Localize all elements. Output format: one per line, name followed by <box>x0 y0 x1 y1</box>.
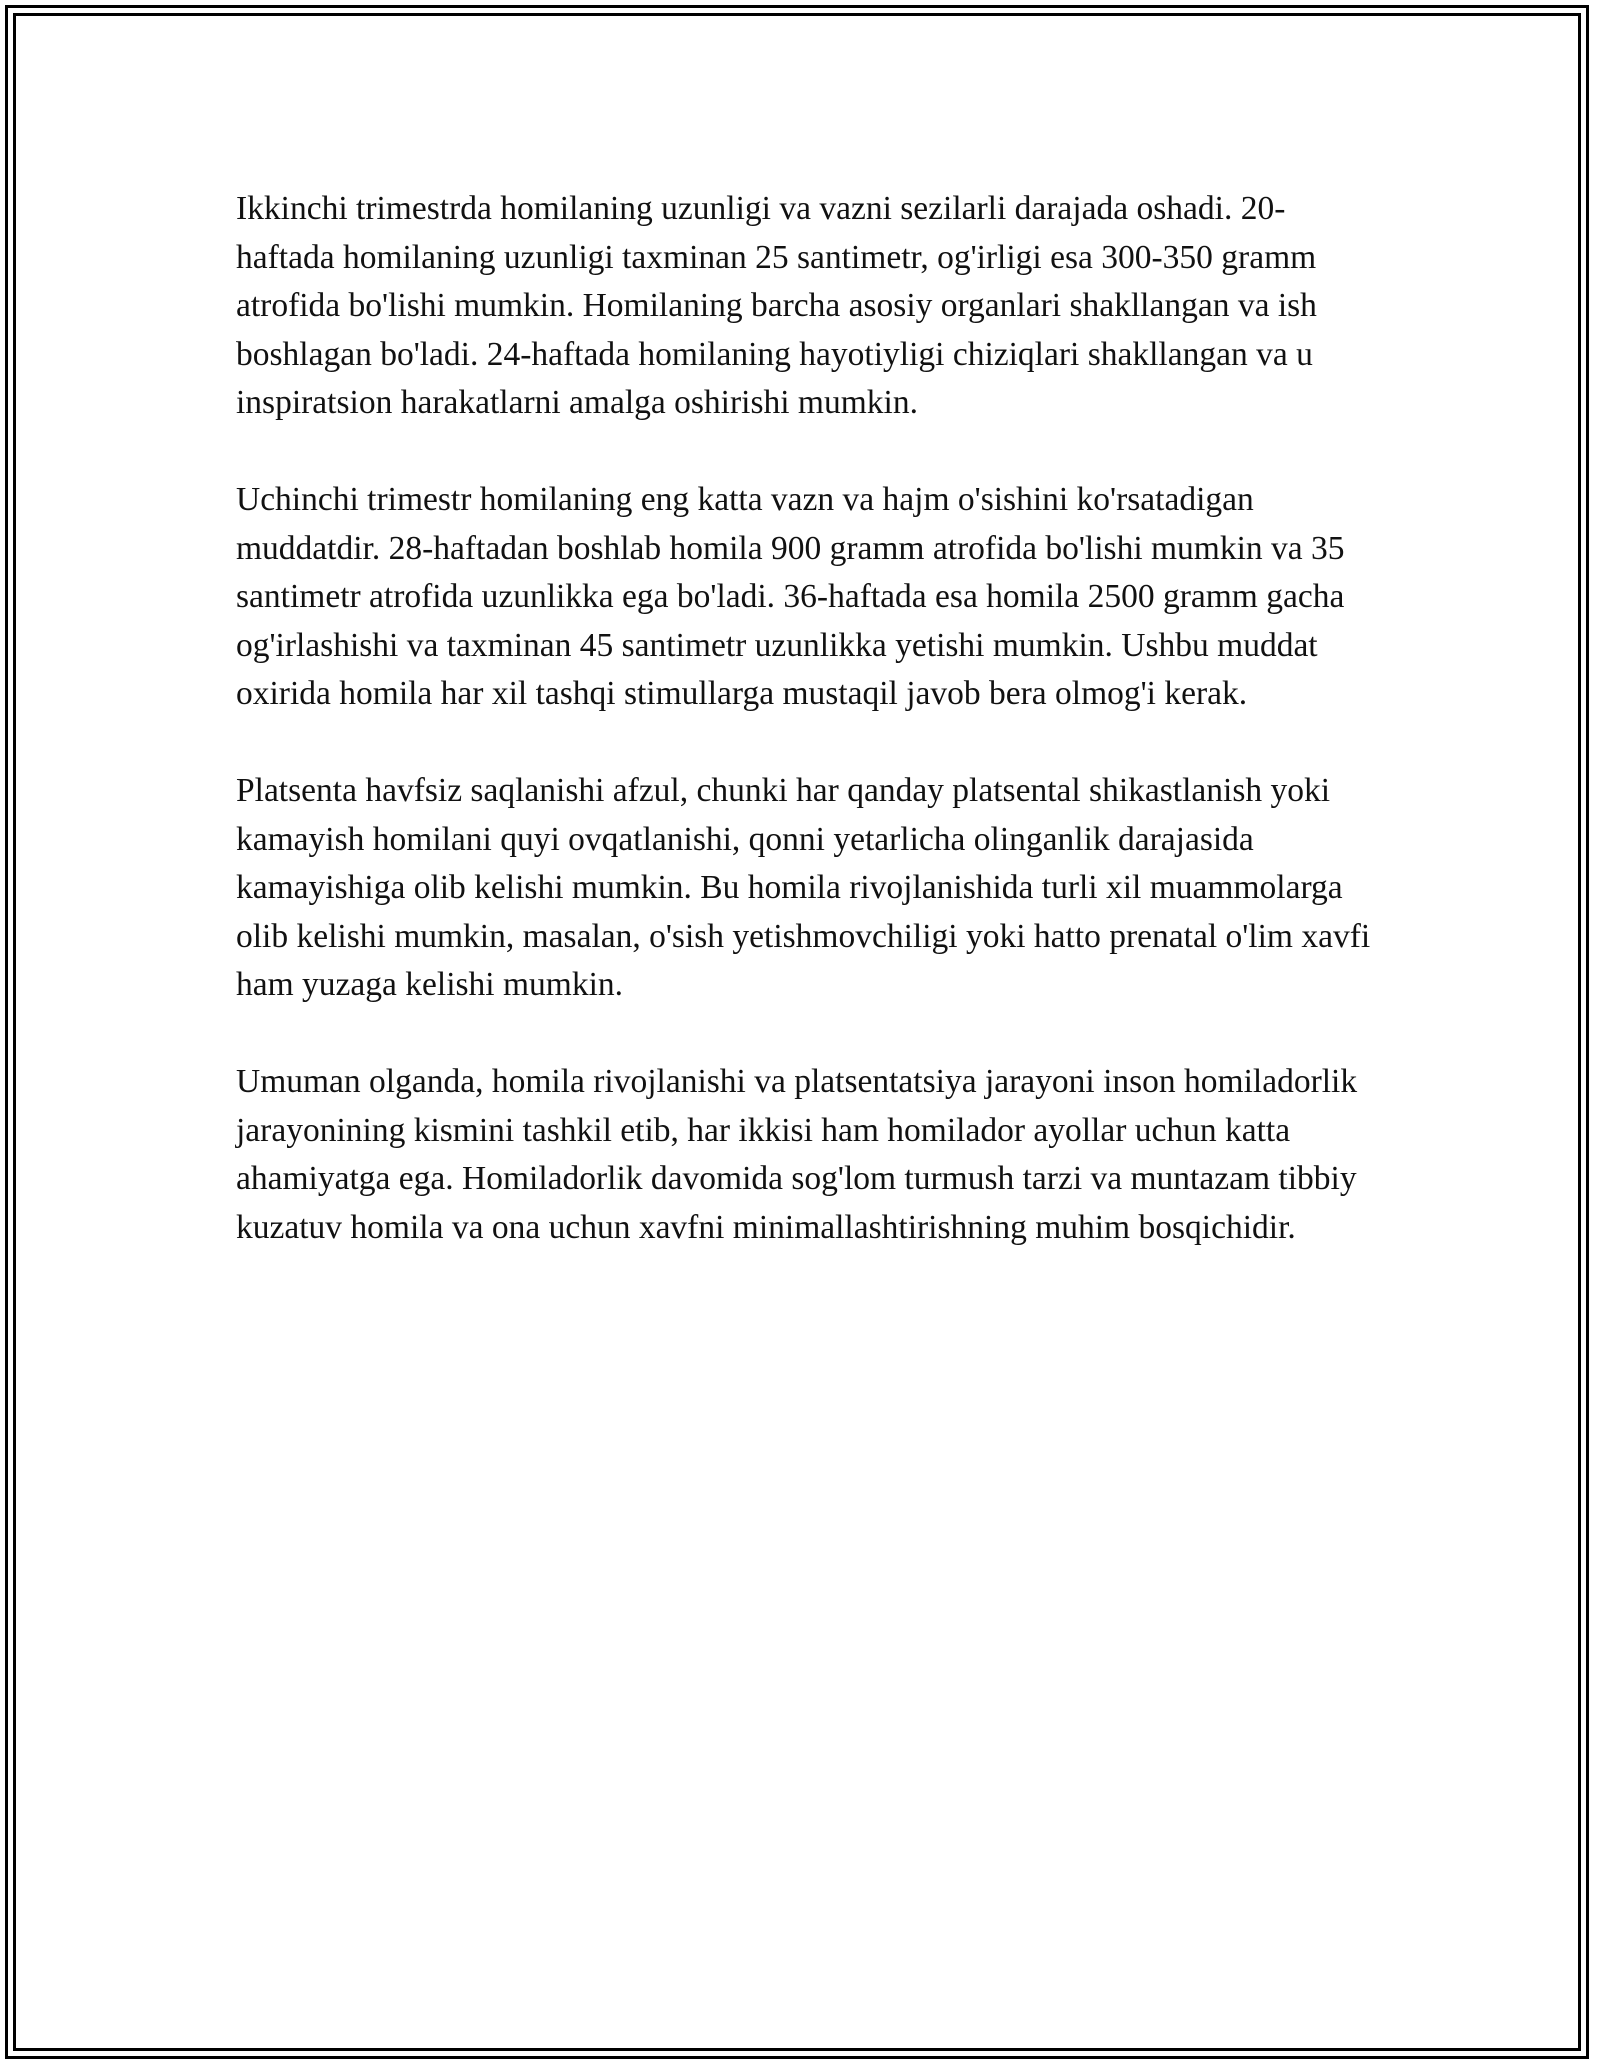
paragraph-conclusion: Umuman olganda, homila rivojlanishi va platsentatsiya jarayoni inson homiladorlik jarayonining kismini tashkil etib, har ikkisi ham homilador ayollar uchun katta ahamiyatga ega. Homiladorlik davomida sog'lom turmush tarzi va muntazam tibbiy kuzatuv homila va ona uchun xavfni minimallashtirishning muhim bosqichidir. <box>236 1063 1358 1246</box>
paragraph-third-trimester: Uchinchi trimestr homilaning eng katta vazn va hajm o'sishini ko'rsatadigan muddatdir. 28-haftadan boshlab homila 900 gramm atrofida bo'lishi mumkin va 35 santimetr atrofida uzunlikka ega bo'ladi. 36-haftada esa homila 2500 gramm gacha og'irlashishi va taxminan 45 santimetr uzunlikka yetishi mumkin. Ushbu muddat oxirida homila har xil tashqi stimullarga mustaqil javob bera olmog'i kerak. <box>236 481 1345 712</box>
document-body <box>236 185 1376 1301</box>
paragraph-second-trimester: Ikkinchi trimestrda homilaning uzunligi va vazni sezilarli darajada oshadi. 20-haftada homilaning uzunligi taxminan 25 santimetr, og'irligi esa 300-350 gramm atrofida bo'lishi mumkin. Homilaning barcha asosiy organlari shakllangan va ish boshlagan bo'ladi. 24-haftada homilaning hayotiyligi chiziqlari shakllangan va u inspiratsion harakatlarni amalga oshirishi mumkin. <box>236 190 1317 421</box>
paragraph-placenta: Platsenta havfsiz saqlanishi afzul, chunki har qanday platsentаl shikastlanish yoki kamayish homilani quyi ovqatlanishi, qonni yetarlicha olinganlik darajasida kamayishiga olib kelishi mumkin. Bu homila rivojlanishida turli xil muammolarga olib kelishi mumkin, masalan, o'sish yetishmovchiligi yoki hatto prenatal o'lim xavfi ham yuzaga kelishi mumkin. <box>236 772 1371 1003</box>
